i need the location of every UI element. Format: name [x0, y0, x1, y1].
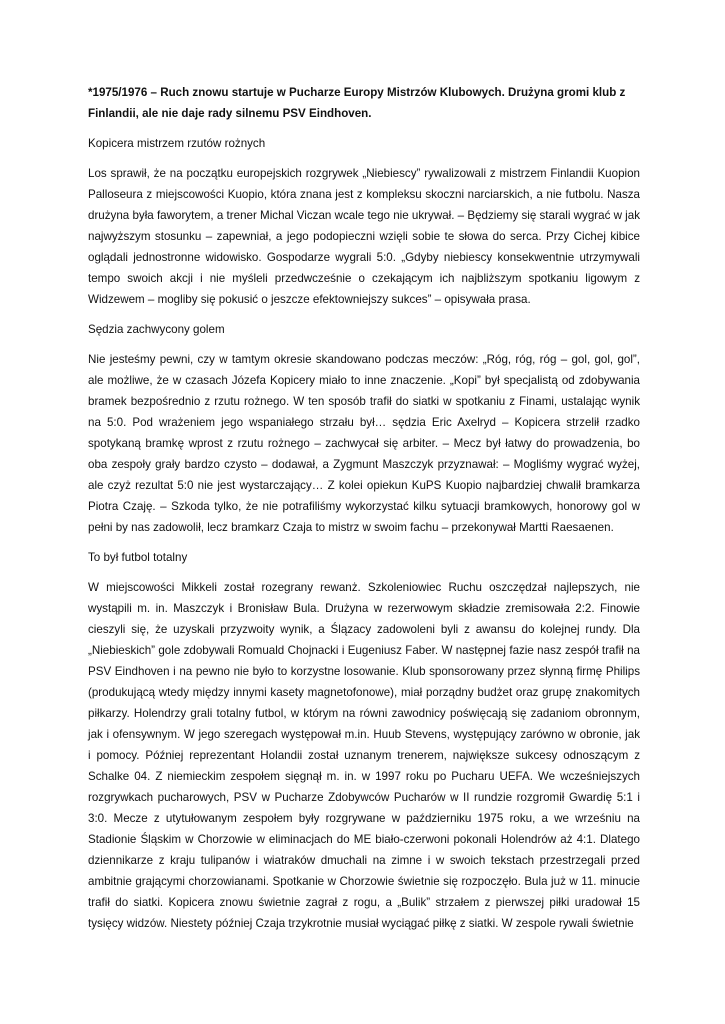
section-paragraph-2: Nie jesteśmy pewni, czy w tamtym okresie skandowano podczas meczów: „Róg, róg, róg – gol, gol, gol”, ale możliwe, że w czasach Józefa Kopicery miało to inne znaczenie. „Kopi” był specjalistą od zdobywania bramek bezpośrednio z rzutu rożnego. W ten sposób trafił do siatki w spotkaniu z Finami, ustalając wynik na 5:0. Pod wrażeniem jego wspaniałego strzału był… sędzia Eric Axelryd – Kopicera strzelił rzadko spotykaną bramkę wprost z rzutu rożnego – zachwycał się arbiter. – Mecz był łatwy do prowadzenia, bo oba zespoły grały bardzo czysto – dodawał, a Zygmunt Maszczyk przyznawał: – Mogliśmy wygrać wyżej, ale czyż rezultat 5:0 nie jest wystarczający… Z kolei opiekun KuPS Kuopio najbardziej chwalił bramkarza Piotra Czaję. – Szkoda tylko, że nie potrafiliśmy wykorzystać kilku sytuacji bramkowych, honorowy gol w pełni by nas zadowolił, lecz bramkarz Czaja to mistrz w swoim fachu – przekonywał Martti Raesaenen. — [88, 353, 640, 534]
section-paragraph-1: Los sprawił, że na początku europejskich rozgrywek „Niebiescy” rywalizowali z mistrzem Finlandii Kuopion Palloseura z miejscowości Kuopio, która znana jest z kompleksu skoczni narciarskich, a nie futbolu. Nasza drużyna była faworytem, a trener Michal Viczan wcale tego nie ukrywał. – Będziemy się starali wygrać w jak najwyższym stosunku – zapewniał, a jego podopieczni wzięli sobie te słowa do serca. Przy Cichej kibice oglądali jednostronne widowisko. Gospodarze wygrali 5:0. „Gdyby niebiescy konsekwentnie utrzymywali tempo swoich akcji i nie myśleli przedwcześnie o czekającym ich najbliższym spotkaniu ligowym z Widzewem – mogliby się pokusić o jeszcze efektowniejszy sukces” – opisywała prasa. — [88, 167, 641, 306]
section-heading-3: To był futbol totalny — [88, 551, 188, 564]
document-page — [88, 82, 640, 943]
document-title: *1975/1976 – Ruch znowu startuje w Pucharze Europy Mistrzów Klubowych. Drużyna gromi klub z Finlandii, ale nie daje rady silnemu PSV Eindhoven. — [88, 86, 626, 120]
section-heading-2: Sędzia zachwycony golem — [88, 323, 225, 336]
section-paragraph-3: W miejscowości Mikkeli został rozegrany rewanż. Szkoleniowiec Ruchu oszczędzał najlepszych, nie wystąpili m. in. Maszczyk i Bronisław Bula. Drużyna w rezerwowym składzie zremisowała 2:2. Finowie cieszyli się, że uzyskali przyzwoity wynik, a Ślązacy zadowoleni byli z awansu do kolejnej rundy. Dla „Niebieskich” gole zdobywali Romuald Chojnacki i Eugeniusz Faber. W następnej fazie nasz zespół trafił na PSV Eindhoven i na pewno nie było to korzystne losowanie. Klub sponsorowany przez słynną firmę Philips (produkującą wtedy między innymi kasety magnetofonowe), miał porządny budżet oraz grupę znakomitych piłkarzy. Holendrzy grali totalny futbol, w którym na równi zawodnicy poświęcają się zadaniom obronnym, jak i ofensywnym. W jego szeregach występował m.in. Huub Stevens, występujący zarówno w obronie, jak i pomocy. Później reprezentant Holandii został uznanym trenerem, największe sukcesy odnoszącym z Schalke 04. Z niemieckim zespołem sięgnął m. in. w 1997 roku po Pucharu UEFA. We wcześniejszych rozgrywkach pucharowych, PSV w Pucharze Zdobywców Pucharów w II rundzie rozgromił Gwardię 5:1 i 3:0. Mecze z utytułowanym zespołem były rozgrywane w październiku 1975 roku, a we wrześniu na Stadionie Śląskim w Chorzowie w eliminacjach do ME biało-czerwoni pokonali Holendrów aż 4:1. Dlatego dziennikarze z kraju tulipanów i wiatraków dmuchali na zimne i w swoich tekstach przestrzegali przed ambitnie grającymi chorzowianami. Spotkanie w Chorzowie świetnie się rozpoczęło. Bula już w 11. minucie trafił do siatki. Kopicera znowu świetnie zagrał z rogu, a „Bulik” strzałem z pierwszej piłki uradował 15 tysięcy widzów. Niestety później Czaja trzykrotnie musiał wyciągać piłkę z siatki. W zespole rywali świetnie — [88, 581, 640, 930]
section-heading-1: Kopicera mistrzem rzutów rożnych — [88, 137, 266, 150]
